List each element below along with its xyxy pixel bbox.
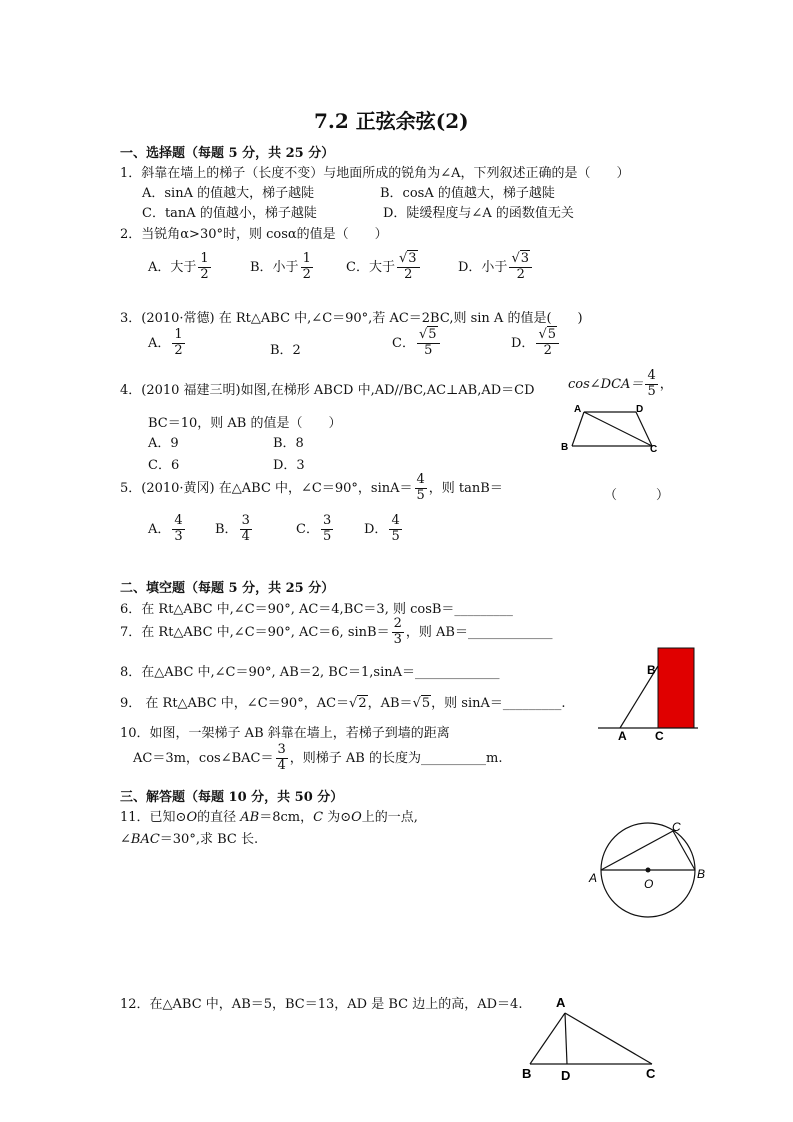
label-c: C bbox=[650, 444, 658, 455]
question-3-option-c: C． $\frac{√5}{5}$ bbox=[392, 328, 442, 359]
question-2-option-d: D．小于 $\frac{√3}{2}$ bbox=[458, 252, 534, 283]
question-12-stem: 12．在△ABC 中，AB＝5，BC＝13，AD 是 BC 边上的高，AD＝4. bbox=[120, 997, 523, 1012]
label-b: B bbox=[561, 442, 569, 453]
question-5-option-b: B． $\frac{3}{4}$ bbox=[215, 513, 250, 544]
question-10-line1: 10．如图，一架梯子 AB 斜靠在墙上，若梯子到墙的距离 bbox=[120, 726, 450, 741]
label-c: C bbox=[655, 729, 664, 743]
question-2-option-c: C．大于 $\frac{√3}{2}$ bbox=[346, 252, 422, 283]
question-4-option-c: C．6 bbox=[148, 458, 180, 473]
segment-dc bbox=[636, 412, 652, 446]
question-11-line2: ∠BAC＝30°,求 BC 长. bbox=[120, 832, 259, 847]
question-8: 8．在△ABC 中,∠C＝90°, AB＝2, BC＝1,sinA＝_____________ bbox=[120, 665, 500, 680]
label-a: A bbox=[574, 404, 582, 415]
question-10-line2: AC＝3m，cos∠BAC＝ $\frac{3}{4}$ ，则梯子 AB 的长度为__________m. bbox=[133, 742, 503, 773]
question-4-option-a: A．9 bbox=[148, 436, 179, 451]
question-3-option-a: A． $\frac{1}{2}$ bbox=[148, 327, 183, 358]
question-4-option-d: D．3 bbox=[273, 458, 305, 473]
question-1-option-c: C．tanA 的值越小，梯子越陡 bbox=[142, 206, 317, 221]
question-3-option-d: D． $\frac{√5}{2}$ bbox=[511, 328, 561, 359]
label-a: A bbox=[589, 871, 598, 885]
question-2-stem: 2．当锐角α>30°时，则 cosα的值是（ ） bbox=[120, 227, 388, 242]
side-ab bbox=[530, 1013, 565, 1064]
question-5-stem: 5．(2010·黄冈) 在△ABC 中，∠C＝90°，sinA＝ $\frac{4}{5}$ ，则 tanB＝ bbox=[120, 472, 503, 503]
chord-ac bbox=[601, 831, 673, 870]
chord-cb bbox=[673, 831, 695, 870]
label-b: B bbox=[522, 1066, 532, 1081]
circle-figure bbox=[586, 818, 710, 922]
question-9: 9． 在 Rt△ABC 中，∠C＝90°，AC＝√2，AB＝√5，则 sinA＝_________. bbox=[120, 696, 566, 711]
segment-ac bbox=[584, 412, 652, 446]
question-7: 7．在 Rt△ABC 中,∠C＝90°, AC＝6, sinB＝ $\frac{2}{3}$ ，则 AB＝_____________ bbox=[120, 616, 553, 647]
section-heading-answer: 三、解答题（每题 10 分，共 50 分） bbox=[120, 790, 344, 805]
label-b: B bbox=[697, 867, 706, 881]
ladder-figure bbox=[598, 640, 708, 744]
wall-rect bbox=[658, 648, 694, 728]
label-d: D bbox=[561, 1068, 571, 1083]
section-heading-fill: 二、填空题（每题 5 分，共 25 分） bbox=[120, 581, 335, 596]
question-5-option-c: C． $\frac{3}{5}$ bbox=[296, 513, 332, 544]
altitude-ad bbox=[565, 1013, 567, 1064]
question-1-option-a: A．sinA 的值越大，梯子越陡 bbox=[142, 186, 315, 201]
question-2-option-a: A．大于 $\frac{1}{2}$ bbox=[148, 251, 209, 282]
segment-ab bbox=[572, 412, 584, 446]
center-point bbox=[646, 868, 651, 873]
question-4-cos-expression: cos∠DCA＝ $\frac{4}{5}$ ， bbox=[568, 368, 673, 399]
question-3-option-b: B．2 bbox=[270, 343, 301, 358]
question-11-line1: 11．已知⊙O的直径 AB＝8cm，C 为⊙O上的一点, bbox=[120, 810, 418, 825]
question-4-option-b: B．8 bbox=[273, 436, 304, 451]
label-a: A bbox=[556, 995, 566, 1010]
question-1-option-d: D．陡缓程度与∠A 的函数值无关 bbox=[383, 206, 574, 221]
question-5-option-d: D． $\frac{4}{5}$ bbox=[364, 513, 400, 544]
label-c: C bbox=[646, 1066, 656, 1081]
question-2-option-b: B．小于 $\frac{1}{2}$ bbox=[250, 251, 311, 282]
label-b: B bbox=[647, 663, 656, 677]
section-heading-choice: 一、选择题（每题 5 分，共 25 分） bbox=[120, 146, 335, 161]
label-o: O bbox=[644, 877, 654, 891]
question-1-stem: 1．斜靠在墙上的梯子（长度不变）与地面所成的锐角为∠A，下列叙述正确的是（ ） bbox=[120, 166, 630, 181]
label-a: A bbox=[618, 729, 627, 743]
side-ac bbox=[565, 1013, 652, 1064]
question-5-option-a: A． $\frac{4}{3}$ bbox=[148, 513, 183, 544]
question-4-stem: 4．(2010 福建三明)如图,在梯形 ABCD 中,AD//BC,AC⊥AB,AD＝CD bbox=[120, 383, 535, 398]
label-d: D bbox=[636, 404, 644, 415]
question-3-stem: 3．(2010·常德) 在 Rt△ABC 中,∠C＝90°,若 AC＝2BC,则 sin A 的值是( ) bbox=[120, 311, 583, 326]
question-5-answer-paren: （ ） bbox=[604, 488, 670, 503]
question-1-option-b: B．cosA 的值越大，梯子越陡 bbox=[380, 186, 555, 201]
question-4-line2: BC＝10，则 AB 的值是（ ） bbox=[148, 416, 342, 431]
trapezoid-figure bbox=[560, 400, 670, 456]
label-c: C bbox=[672, 820, 681, 834]
question-6: 6．在 Rt△ABC 中,∠C＝90°, AC＝4,BC＝3, 则 cosB＝_________ bbox=[120, 602, 513, 617]
page-title: 7.2 正弦余弦(2) bbox=[314, 109, 469, 133]
triangle-figure bbox=[518, 994, 668, 1084]
